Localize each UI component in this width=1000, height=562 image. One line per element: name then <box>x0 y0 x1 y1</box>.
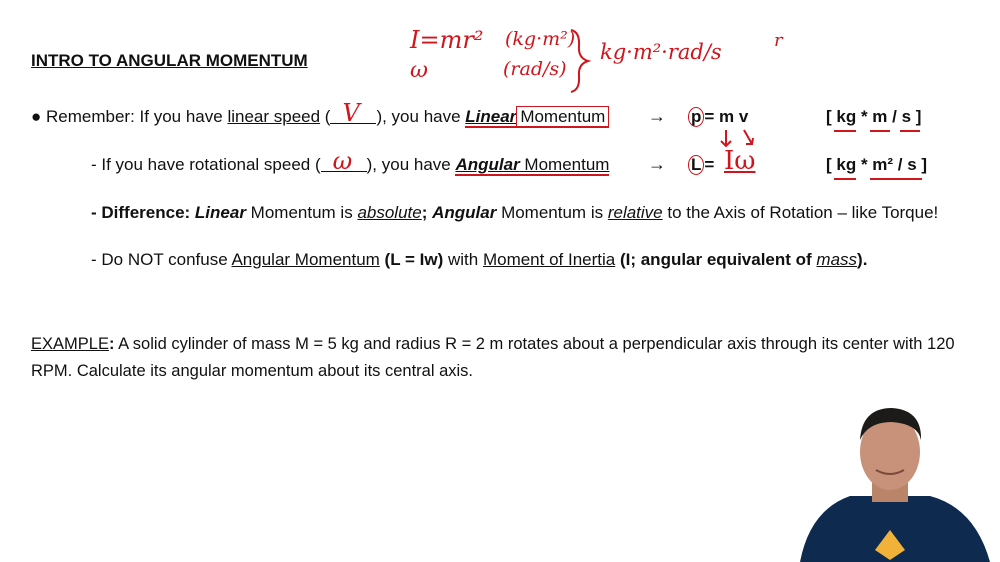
example-colon: : <box>108 335 115 353</box>
p-circled: p <box>688 107 704 127</box>
handwritten-units-omega: (rad/s) <box>503 58 567 80</box>
linear-momentum-units: [ kg * m / s ] <box>826 107 922 126</box>
line4-prefix: - Do NOT confuse <box>91 250 232 269</box>
handwritten-v: V <box>342 99 360 127</box>
example-text: A solid cylinder of mass M = 5 kg and radius R = 2 m rotates about a perpendicular axis through its center with 120 RPM. Calculate its angular momentum about its central axis. <box>31 335 955 380</box>
handwritten-omega: ω <box>410 58 428 83</box>
mass-word: mass <box>816 250 858 269</box>
handwritten-combined-units: kg·m²·rad/s <box>600 40 722 64</box>
line4-t1: with <box>443 250 483 269</box>
handwritten-I-omega: Iω <box>724 146 756 176</box>
angular-momentum-equation <box>688 155 714 175</box>
linear-speed-blank <box>330 99 376 127</box>
example-paragraph <box>31 331 961 385</box>
moment-of-inertia-term: Moment of Inertia <box>482 250 616 269</box>
line3-t1: Momentum is <box>245 203 358 222</box>
absolute-word: absolute <box>357 203 422 222</box>
angular-momentum-term: Angular Momentum <box>231 250 380 269</box>
line1-paren-open: ( <box>320 107 331 126</box>
handwritten-omega-blank: ω <box>332 147 353 175</box>
momentum-boxed: Momentum <box>516 106 609 128</box>
do-not-confuse-line <box>91 250 867 270</box>
linear-word: Linear <box>194 203 246 222</box>
difference-label: - Difference: <box>91 203 195 222</box>
page-title: INTRO TO ANGULAR MOMENTUM <box>31 51 308 70</box>
presenter-webcam <box>780 400 1000 562</box>
arrow-icon: → <box>648 106 666 126</box>
line2-mid: ), you have <box>366 155 456 174</box>
bullet: ● <box>31 107 42 126</box>
rotational-speed-line <box>91 147 610 175</box>
handwritten-formula-inertia: I=mr² <box>410 26 484 54</box>
rotational-speed-blank <box>321 147 367 175</box>
difference-line <box>91 203 938 223</box>
line3-t3: Momentum is <box>496 203 608 222</box>
units-underline-1 <box>826 128 926 134</box>
equals-sign: = <box>704 155 715 174</box>
example-label: EXAMPLE <box>31 335 109 353</box>
semicolon: ; <box>421 203 433 222</box>
handwritten-brace <box>568 28 592 94</box>
relative-word: relative <box>607 203 663 222</box>
line2-prefix: - If you have rotational speed ( <box>91 155 321 174</box>
line4-t3: ). <box>857 250 868 269</box>
handwritten-units-inertia: (kg·m²) <box>505 28 576 50</box>
equation-rest: = m v <box>704 107 749 126</box>
bullet-line-linear <box>31 99 609 127</box>
handwritten-stray-mark: r <box>774 30 783 51</box>
units-underline-2 <box>826 176 926 182</box>
line1-paren-close: ), you have <box>376 107 466 126</box>
L-circled: L <box>688 155 704 175</box>
line1-prefix: Remember: If you have <box>46 107 228 126</box>
angular-momentum-formula: (L = Iw) <box>379 250 444 269</box>
angular-term: Angular <box>455 155 520 174</box>
arrow-icon-2: → <box>648 154 666 174</box>
linear-term: Linear <box>465 107 517 126</box>
linear-momentum-equation <box>688 107 748 127</box>
line3-t4: to the Axis of Rotation – like Torque! <box>662 203 939 222</box>
momentum-term: Momentum <box>519 155 610 174</box>
angular-word: Angular <box>432 203 497 222</box>
line4-t2: (I; angular equivalent of <box>615 250 817 269</box>
linear-speed-term: linear speed <box>227 107 321 126</box>
angular-momentum-units: [ kg * m² / s ] <box>826 155 928 174</box>
